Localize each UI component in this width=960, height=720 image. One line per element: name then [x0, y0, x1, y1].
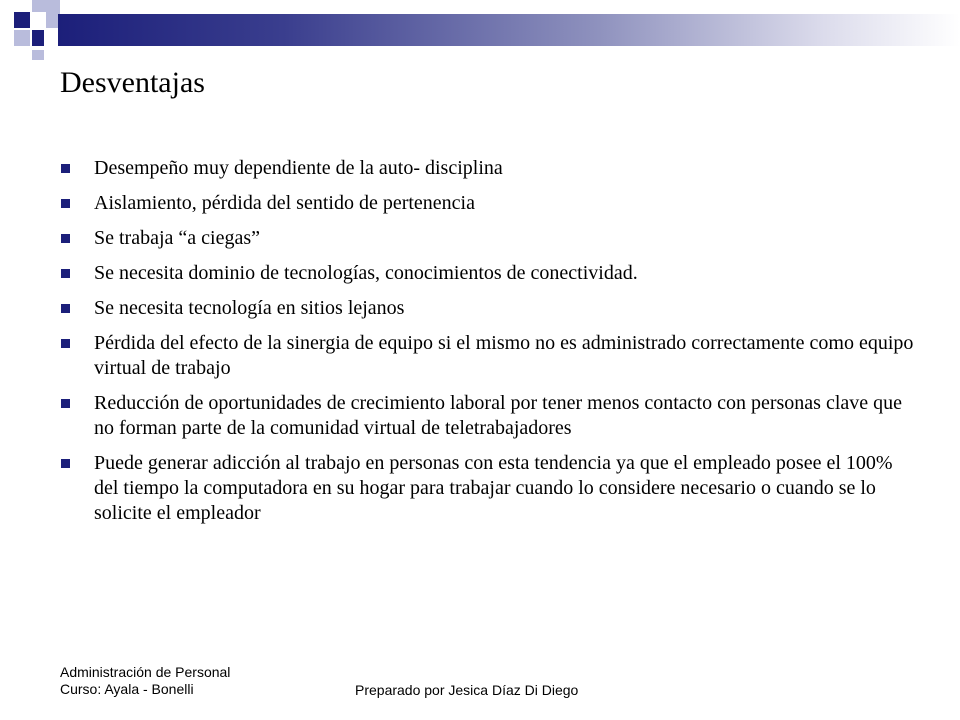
decor-square	[14, 30, 30, 46]
square-bullet-icon	[61, 234, 70, 243]
list-item	[60, 226, 920, 251]
bullet-text: Se necesita dominio de tecnologías, conocimientos de conectividad.	[94, 262, 638, 284]
decor-square	[32, 50, 44, 60]
square-bullet-icon	[61, 199, 70, 208]
bullet-text: Reducción de oportunidades de crecimiento laboral por tener menos contacto con personas clave que no forman parte de la comunidad virtual de teletrabajadores	[94, 392, 903, 439]
bullet-text: Se necesita tecnología en sitios lejanos	[94, 297, 405, 319]
bullet-text: Desempeño muy dependiente de la auto- disciplina	[94, 157, 503, 179]
square-bullet-icon	[61, 269, 70, 278]
list-item	[60, 331, 920, 381]
footer-author: Preparado por Jesica Díaz Di Diego	[355, 682, 579, 698]
decor-square	[32, 0, 46, 12]
square-bullet-icon	[61, 304, 70, 313]
bullet-text: Se trabaja “a ciegas”	[94, 227, 261, 249]
bullet-list	[60, 156, 920, 536]
bullet-text: Puede generar adicción al trabajo en personas con esta tendencia ya que el empleado posee el 100% del tiempo la computadora en su hogar para trabajar cuando lo considere necesario o cuando se lo solicite el empleador	[94, 452, 893, 524]
list-item	[60, 261, 920, 286]
square-bullet-icon	[61, 459, 70, 468]
footer-subject: Administración de Personal	[60, 664, 231, 680]
header-gradient-bar	[58, 14, 960, 46]
decor-square	[14, 12, 30, 28]
square-bullet-icon	[61, 339, 70, 348]
bullet-text: Aislamiento, pérdida del sentido de pertenencia	[94, 192, 475, 214]
slide-title: Desventajas	[60, 66, 205, 99]
footer-course: Curso: Ayala - Bonelli	[60, 681, 194, 697]
list-item	[60, 156, 920, 181]
list-item	[60, 296, 920, 321]
list-item	[60, 391, 920, 441]
list-item	[60, 191, 920, 216]
bullet-text: Pérdida del efecto de la sinergia de equipo si el mismo no es administrado correctamente como equipo virtual de trabajo	[94, 332, 914, 379]
square-bullet-icon	[61, 399, 70, 408]
decor-square	[32, 30, 44, 46]
list-item	[60, 451, 920, 526]
footer-course-info	[60, 664, 230, 698]
square-bullet-icon	[61, 164, 70, 173]
